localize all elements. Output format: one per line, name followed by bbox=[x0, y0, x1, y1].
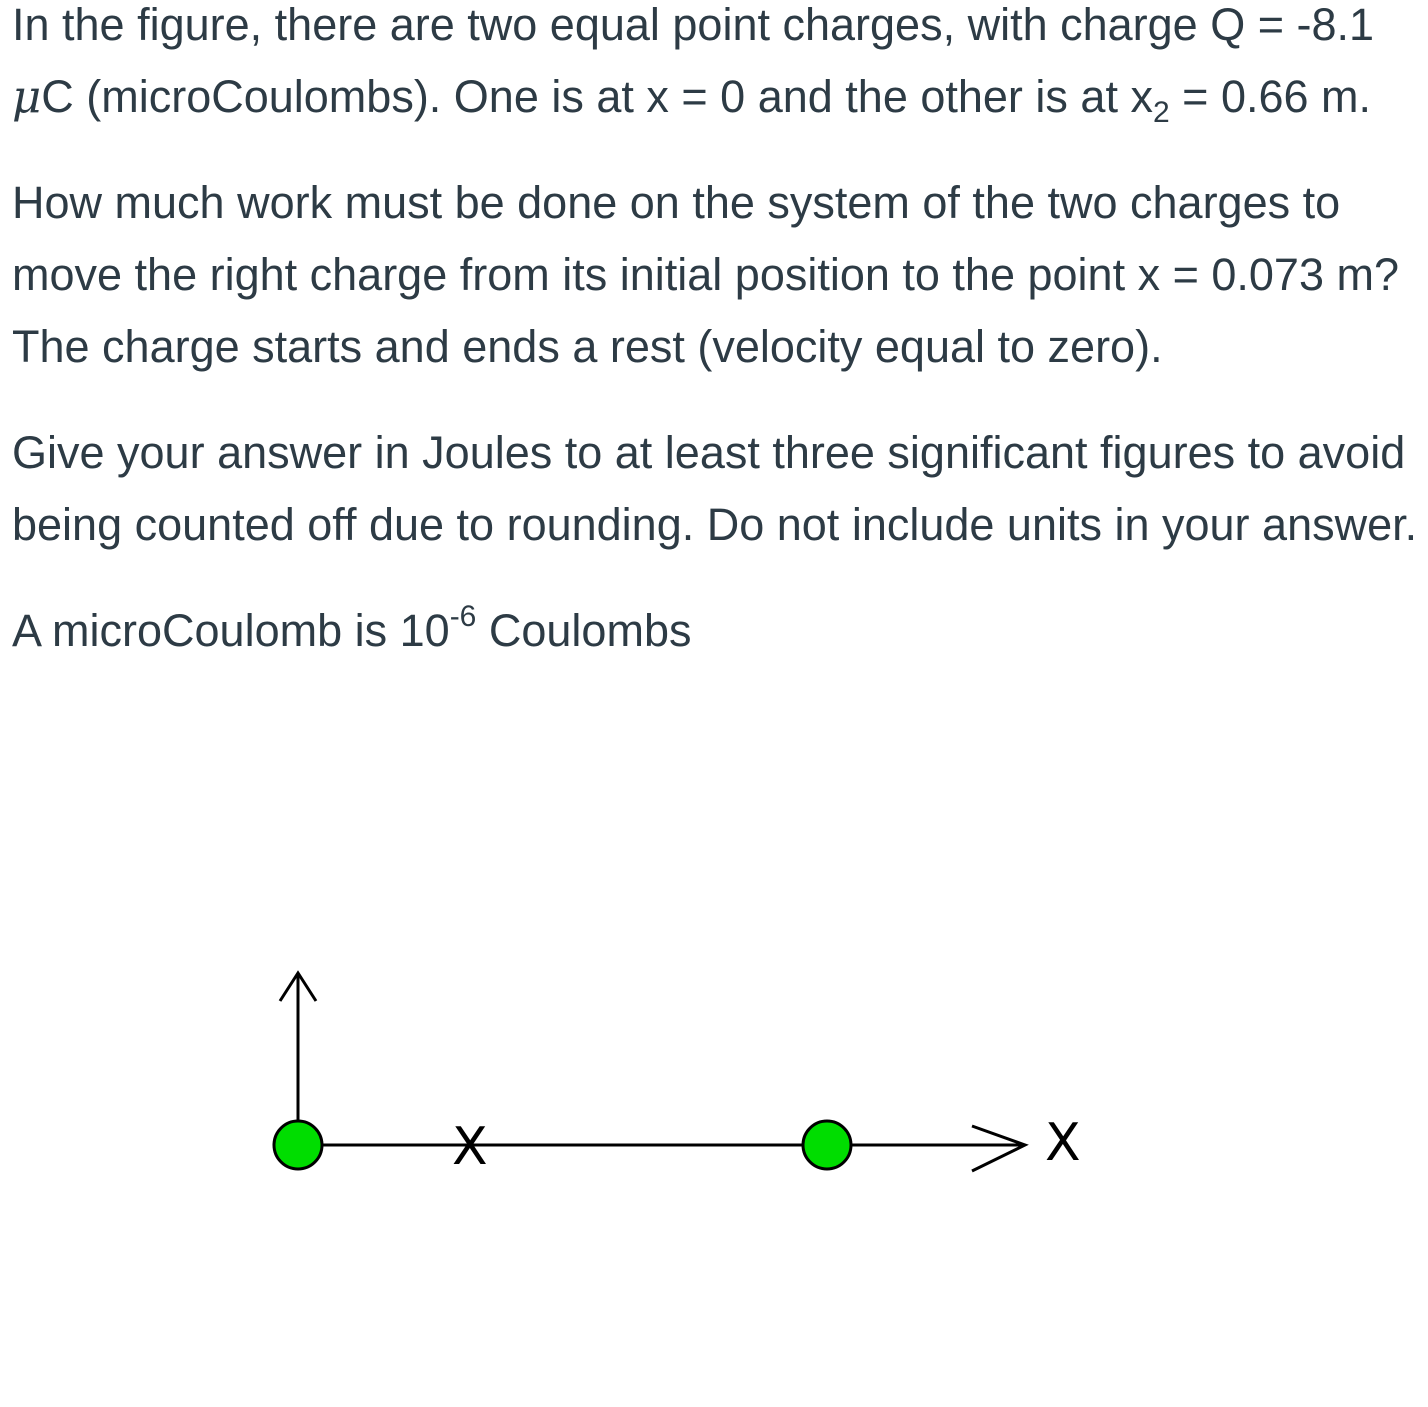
left-charge bbox=[274, 1121, 322, 1169]
y-axis-arrowhead bbox=[280, 973, 316, 1001]
x-position-marker: X bbox=[452, 1117, 488, 1177]
paragraph-instructions: Give your answer in Joules to at least three significant figures to avoid being counted off due to rounding. Do not include units in your answer. bbox=[12, 427, 1418, 550]
p1-text-c: = 0.66 m. bbox=[1169, 71, 1372, 122]
paragraph-charges bbox=[12, 0, 1428, 133]
p1-text-b: C (microCoulombs). One is at x = 0 and the other is at x bbox=[41, 71, 1153, 122]
subscript-2: 2 bbox=[1152, 96, 1170, 129]
paragraph-unit-note bbox=[12, 595, 1428, 667]
question-text bbox=[12, 0, 1428, 701]
x-axis-label: X bbox=[1045, 1113, 1081, 1173]
paragraph-question: How much work must be done on the system of the two charges to move the right charge from its initial position to the point x = 0.073 m? The charge starts and ends a rest (velocity equal to zero). bbox=[12, 177, 1399, 372]
p4-text-b: Coulombs bbox=[476, 605, 692, 656]
mu-symbol: μ bbox=[12, 70, 42, 123]
p4-text-a: A microCoulomb is 10 bbox=[12, 605, 450, 656]
exponent: -6 bbox=[449, 600, 477, 633]
x-axis-arrowhead bbox=[972, 1126, 1025, 1171]
p1-text-a: In the figure, there are two equal point charges, with charge Q = -8.1 bbox=[12, 0, 1375, 50]
right-charge bbox=[803, 1121, 851, 1169]
